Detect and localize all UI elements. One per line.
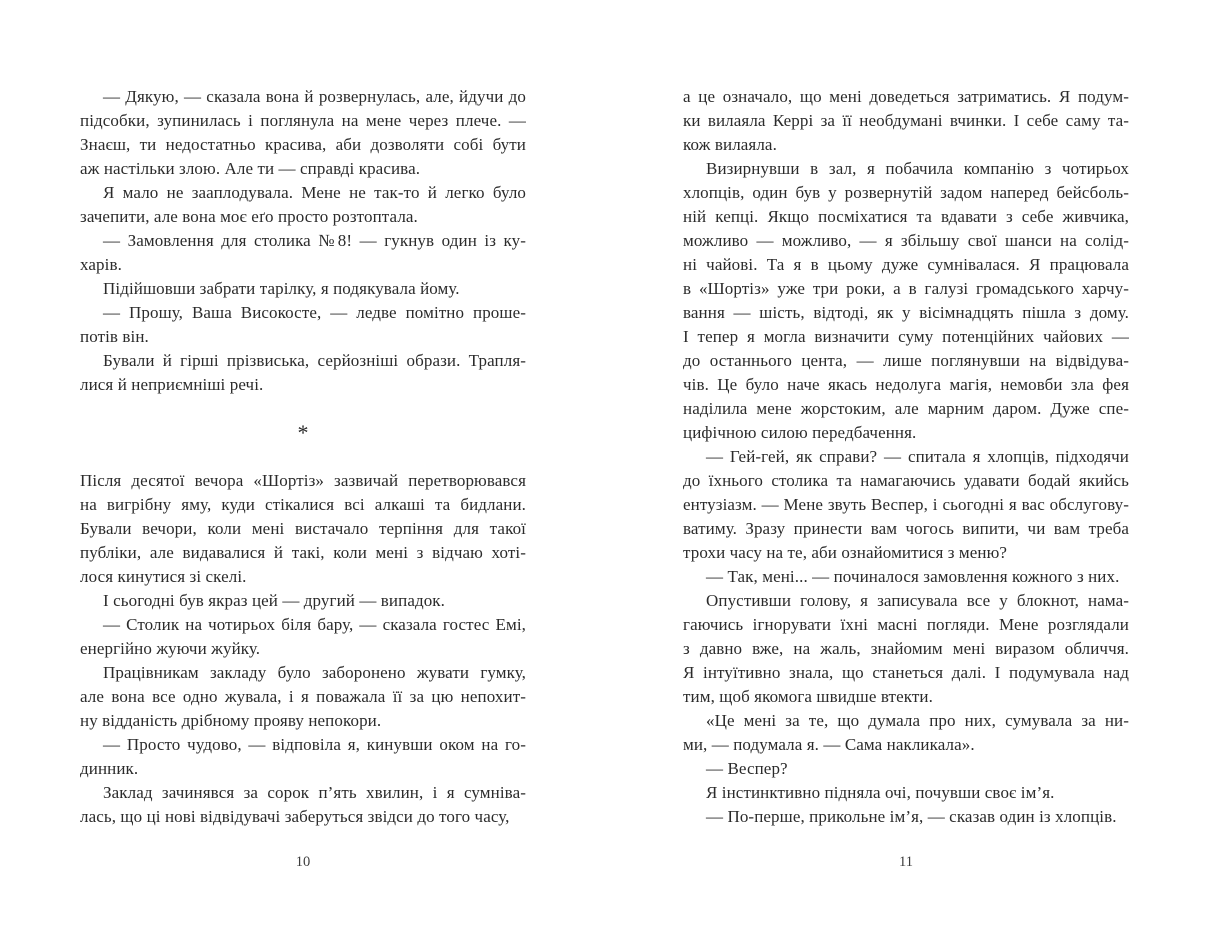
text-line: публіки, але видавалися й такі, коли мені з відчаю хоті-: [80, 543, 526, 562]
paragraph: [80, 661, 526, 733]
text-line: — Прошу, Ваша Високосте, — ледве помітно проше-: [103, 303, 526, 322]
text-line: Знаєш, ти недостатньо красива, аби дозволяти собі бути: [80, 135, 526, 154]
paragraph: [683, 565, 1129, 589]
text-line: лась, що ці нові відвідувачі заберуться звідси до того часу,: [80, 807, 510, 826]
text-line: зачепити, але вона моє еґо просто розтоптала.: [80, 207, 418, 226]
text-line: потів він.: [80, 327, 149, 346]
paragraph: [80, 589, 526, 613]
text-line: лося кинутися зі скелі.: [80, 567, 247, 586]
paragraph: [80, 733, 526, 781]
text-line: в «Шортіз» уже три роки, а в галузі громадського харчу-: [683, 279, 1129, 298]
text-line: Визирнувши в зал, я побачила компанію з чотирьох: [706, 159, 1129, 178]
text-line: лися й неприємніші речі.: [80, 375, 264, 394]
book-page-left: [80, 85, 526, 829]
text-line: Працівникам закладу було заборонено жувати гумку,: [103, 663, 526, 682]
text-line: трохи часу на те, аби ознайомитися з меню?: [683, 543, 1008, 562]
page-number-right: 11: [899, 854, 913, 870]
text-line: з давно вже, на жаль, знайомим мені виразом обличчя.: [683, 639, 1129, 658]
text-line: Заклад зачинявся за сорок п’ять хвилин, і я сумніва-: [103, 783, 526, 802]
paragraph: [80, 85, 526, 181]
text-line: ми, — подумала я. — Сама накликала».: [683, 735, 975, 754]
text-line: ватиму. Зразу принести вам чогось випити, чи вам треба: [683, 519, 1129, 538]
text-line: підсобки, зупинилась і поглянула на мене через плече. —: [80, 111, 526, 130]
text-line: Я інтуїтивно знала, що станеться далі. І подумувала над: [683, 663, 1129, 682]
book-page-right: [683, 85, 1129, 829]
paragraph: [80, 277, 526, 301]
text-line: чів. Це було наче якась недолуга магія, немовби зла фея: [683, 375, 1129, 394]
text-line: вання — шість, відтоді, як у вісімнадцять пішла з дому.: [683, 303, 1129, 322]
text-line: але вона все одно жувала, і я поважала її за цю непохит-: [80, 687, 526, 706]
paragraph: [683, 805, 1129, 829]
text-line: Підійшовши забрати тарілку, я подякувала йому.: [103, 279, 460, 298]
text-line: — Дякую, — сказала вона й розвернулась, але, йдучи до: [103, 87, 526, 106]
text-line: тим, щоб якомога швидше втекти.: [683, 687, 933, 706]
text-line: — Гей-гей, як справи? — спитала я хлопців, підходячи: [706, 447, 1129, 466]
text-line: — Так, мені... — починалося замовлення кожного з них.: [706, 567, 1120, 586]
page-number-left: 10: [295, 854, 311, 870]
text-line: — Замовлення для столика №8! — гукнув один із ку-: [103, 231, 526, 250]
paragraph: [80, 613, 526, 661]
text-line: Бували й гірші прізвиська, серйозніші образи. Трапля-: [103, 351, 526, 370]
paragraph: [80, 781, 526, 829]
paragraph: [683, 445, 1129, 565]
text-line: хлопців, один був у розвернутій задом наперед бейсболь-: [683, 183, 1129, 202]
paragraph: [683, 589, 1129, 709]
text-line: — Просто чудово, — відповіла я, кинувши оком на го-: [103, 735, 526, 754]
paragraph: [80, 229, 526, 277]
text-line: до останнього цента, — лише поглянувши на відвідува-: [683, 351, 1129, 370]
text-line: можливо — можливо, — я збільшу свої шанси на солід-: [683, 231, 1129, 250]
text-line: І сьогодні був якраз цей — другий — випадок.: [103, 591, 446, 610]
paragraph: [80, 469, 526, 589]
paragraph: [80, 181, 526, 229]
text-line: Опустивши голову, я записувала все у блокнот, нама-: [706, 591, 1129, 610]
text-line: — Веспер?: [706, 759, 788, 778]
text-line: харів.: [80, 255, 122, 274]
text-line: наділила мене жорстоким, але марним даром. Дуже спе-: [683, 399, 1129, 418]
text-line: Я мало не зааплодувала. Мене не так-то й легко було: [103, 183, 526, 202]
paragraph: [683, 781, 1129, 805]
text-line: ну відданість дрібному прояву непокори.: [80, 711, 382, 730]
text-line: ентузіазм. — Мене звуть Веспер, і сьогодні я вас обслугову-: [683, 495, 1129, 514]
paragraph: [683, 757, 1129, 781]
text-line: гаючись ігнорувати їхні масні погляди. Мене розглядали: [683, 615, 1129, 634]
text-line: ні чайові. Та я в цьому дуже сумнівалася. Я працювала: [683, 255, 1129, 274]
paragraph: [683, 157, 1129, 445]
paragraph: [683, 85, 1129, 157]
text-line: — Столик на чотирьох біля бару, — сказала гостес Емі,: [103, 615, 526, 634]
text-line: на вигрібну яму, куди стікалися всі алкаші та бидлани.: [80, 495, 526, 514]
text-line: динник.: [80, 759, 139, 778]
text-line: ній кепці. Якщо посміхатися та вдавати з себе живчика,: [683, 207, 1129, 226]
text-line: до їхнього столика та намагаючись удавати бодай якийсь: [683, 471, 1129, 490]
section-break-asterisk: *: [297, 420, 309, 445]
text-line: ки вилаяла Керрі за її необдумані вчинки. І себе саму та-: [683, 111, 1129, 130]
text-line: «Це мені за те, що думала про них, сумувала за ни-: [706, 711, 1129, 730]
text-line: цифічною силою передбачення.: [683, 423, 917, 442]
text-line: Я інстинктивно підняла очі, почувши своє ім’я.: [706, 783, 1055, 802]
paragraph: [80, 349, 526, 397]
text-line: Після десятої вечора «Шортіз» зазвичай перетворювався: [80, 471, 526, 490]
paragraph: [80, 301, 526, 349]
paragraph: [683, 709, 1129, 757]
text-line: аж настільки злою. Але ти — справді красива.: [80, 159, 421, 178]
text-line: Бували вечори, коли мені вистачало терпіння для такої: [80, 519, 526, 538]
text-line: — По-перше, прикольне ім’я, — сказав один із хлопців.: [706, 807, 1117, 826]
text-line: а це означало, що мені доведеться затриматись. Я подум-: [683, 87, 1129, 106]
text-line: кож вилаяла.: [683, 135, 777, 154]
text-line: І тепер я могла визначити суму потенційних чайових —: [683, 327, 1129, 346]
text-line: енергійно жуючи жуйку.: [80, 639, 261, 658]
